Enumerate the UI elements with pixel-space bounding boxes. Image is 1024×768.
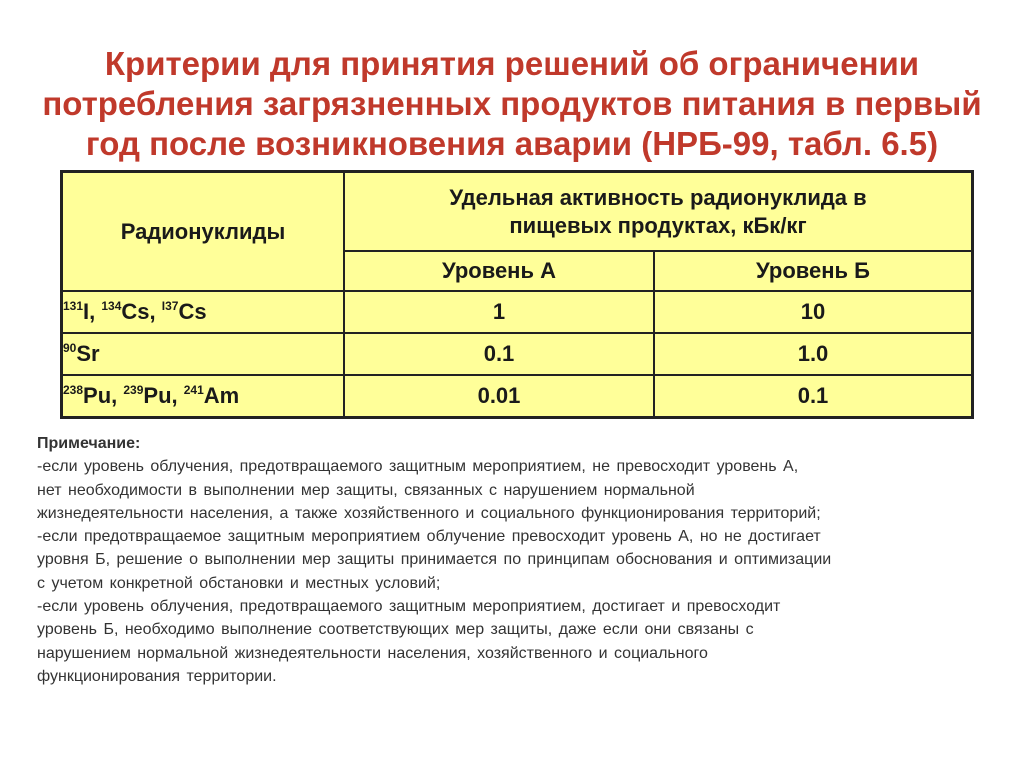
element-symbol: I,: [83, 299, 102, 324]
note-line: -если уровень облучения, предотвращаемого защитным мероприятием, достигает и превосходит: [37, 598, 781, 616]
mass-number: I37: [161, 299, 179, 313]
level-b-value: 1.0: [654, 333, 973, 375]
nuclide-cell: [62, 333, 345, 375]
mass-number: 239: [123, 383, 144, 397]
element-symbol: Cs: [178, 299, 207, 324]
mass-number: 238: [63, 383, 84, 397]
table-row: [62, 333, 973, 375]
level-b-value: 0.1: [654, 375, 973, 418]
note-line: -если предотвращаемое защитным мероприятием облучение превосходит уровень А, но не достигает: [37, 528, 821, 546]
header-nuclides: Радионуклиды: [62, 172, 345, 292]
table-row: [62, 375, 973, 418]
mass-number: 90: [63, 341, 77, 355]
notes-heading: Примечание:: [37, 435, 141, 452]
note-line: -если уровень облучения, предотвращаемого защитным мероприятием, не превосходит уровень А,: [37, 458, 799, 476]
element-symbol: Cs,: [121, 299, 162, 324]
header-level-a: Уровень А: [344, 251, 654, 291]
mass-number: 241: [183, 383, 204, 397]
element-symbol: Am: [203, 383, 240, 408]
header-activity-line: пищевых продуктах, кБк/кг: [509, 212, 807, 238]
element-symbol: Pu,: [83, 383, 124, 408]
title-line: потребления загрязненных продуктов питания в первый: [42, 85, 982, 122]
element-symbol: Pu,: [143, 383, 184, 408]
note-line: нет необходимости в выполнении мер защиты, связанных с нарушением нормальной: [37, 481, 695, 499]
criteria-table: [60, 170, 974, 419]
table-header-row: [62, 172, 973, 252]
level-a-value: 1: [344, 291, 654, 333]
note-line: функционирования территории.: [37, 667, 277, 685]
note-line: жизнедеятельности населения, а также хозяйственного и социального функционирования территорий;: [37, 504, 821, 522]
nuclide-cell: [62, 291, 345, 333]
level-b-value: 10: [654, 291, 973, 333]
slide-title: [0, 44, 1024, 164]
title-line: Критерии для принятия решений об ограничении: [104, 45, 920, 82]
note-line: с учетом конкретной обстановки и местных условий;: [37, 574, 441, 592]
note-line: уровня Б, решение о выполнении мер защиты принимается по принципам обоснования и оптимизации: [37, 551, 832, 569]
header-activity-line: Удельная активность радионуклида в: [449, 184, 867, 210]
header-activity: [344, 172, 973, 252]
note-line: уровень Б, необходимо выполнение соответствующих мер защиты, даже если они связаны с: [37, 621, 754, 639]
nuclide-cell: [62, 375, 345, 418]
mass-number: 131: [63, 299, 84, 313]
mass-number: 134: [101, 299, 122, 313]
notes-block: [37, 432, 997, 688]
table-row: [62, 291, 973, 333]
element-symbol: Sr: [76, 341, 100, 366]
title-line: год после возникновения аварии (НРБ-99, табл. 6.5): [85, 125, 939, 162]
level-a-value: 0.01: [344, 375, 654, 418]
header-level-b: Уровень Б: [654, 251, 973, 291]
level-a-value: 0.1: [344, 333, 654, 375]
note-line: нарушением нормальной жизнедеятельности населения, хозяйственного и социального: [37, 644, 708, 662]
